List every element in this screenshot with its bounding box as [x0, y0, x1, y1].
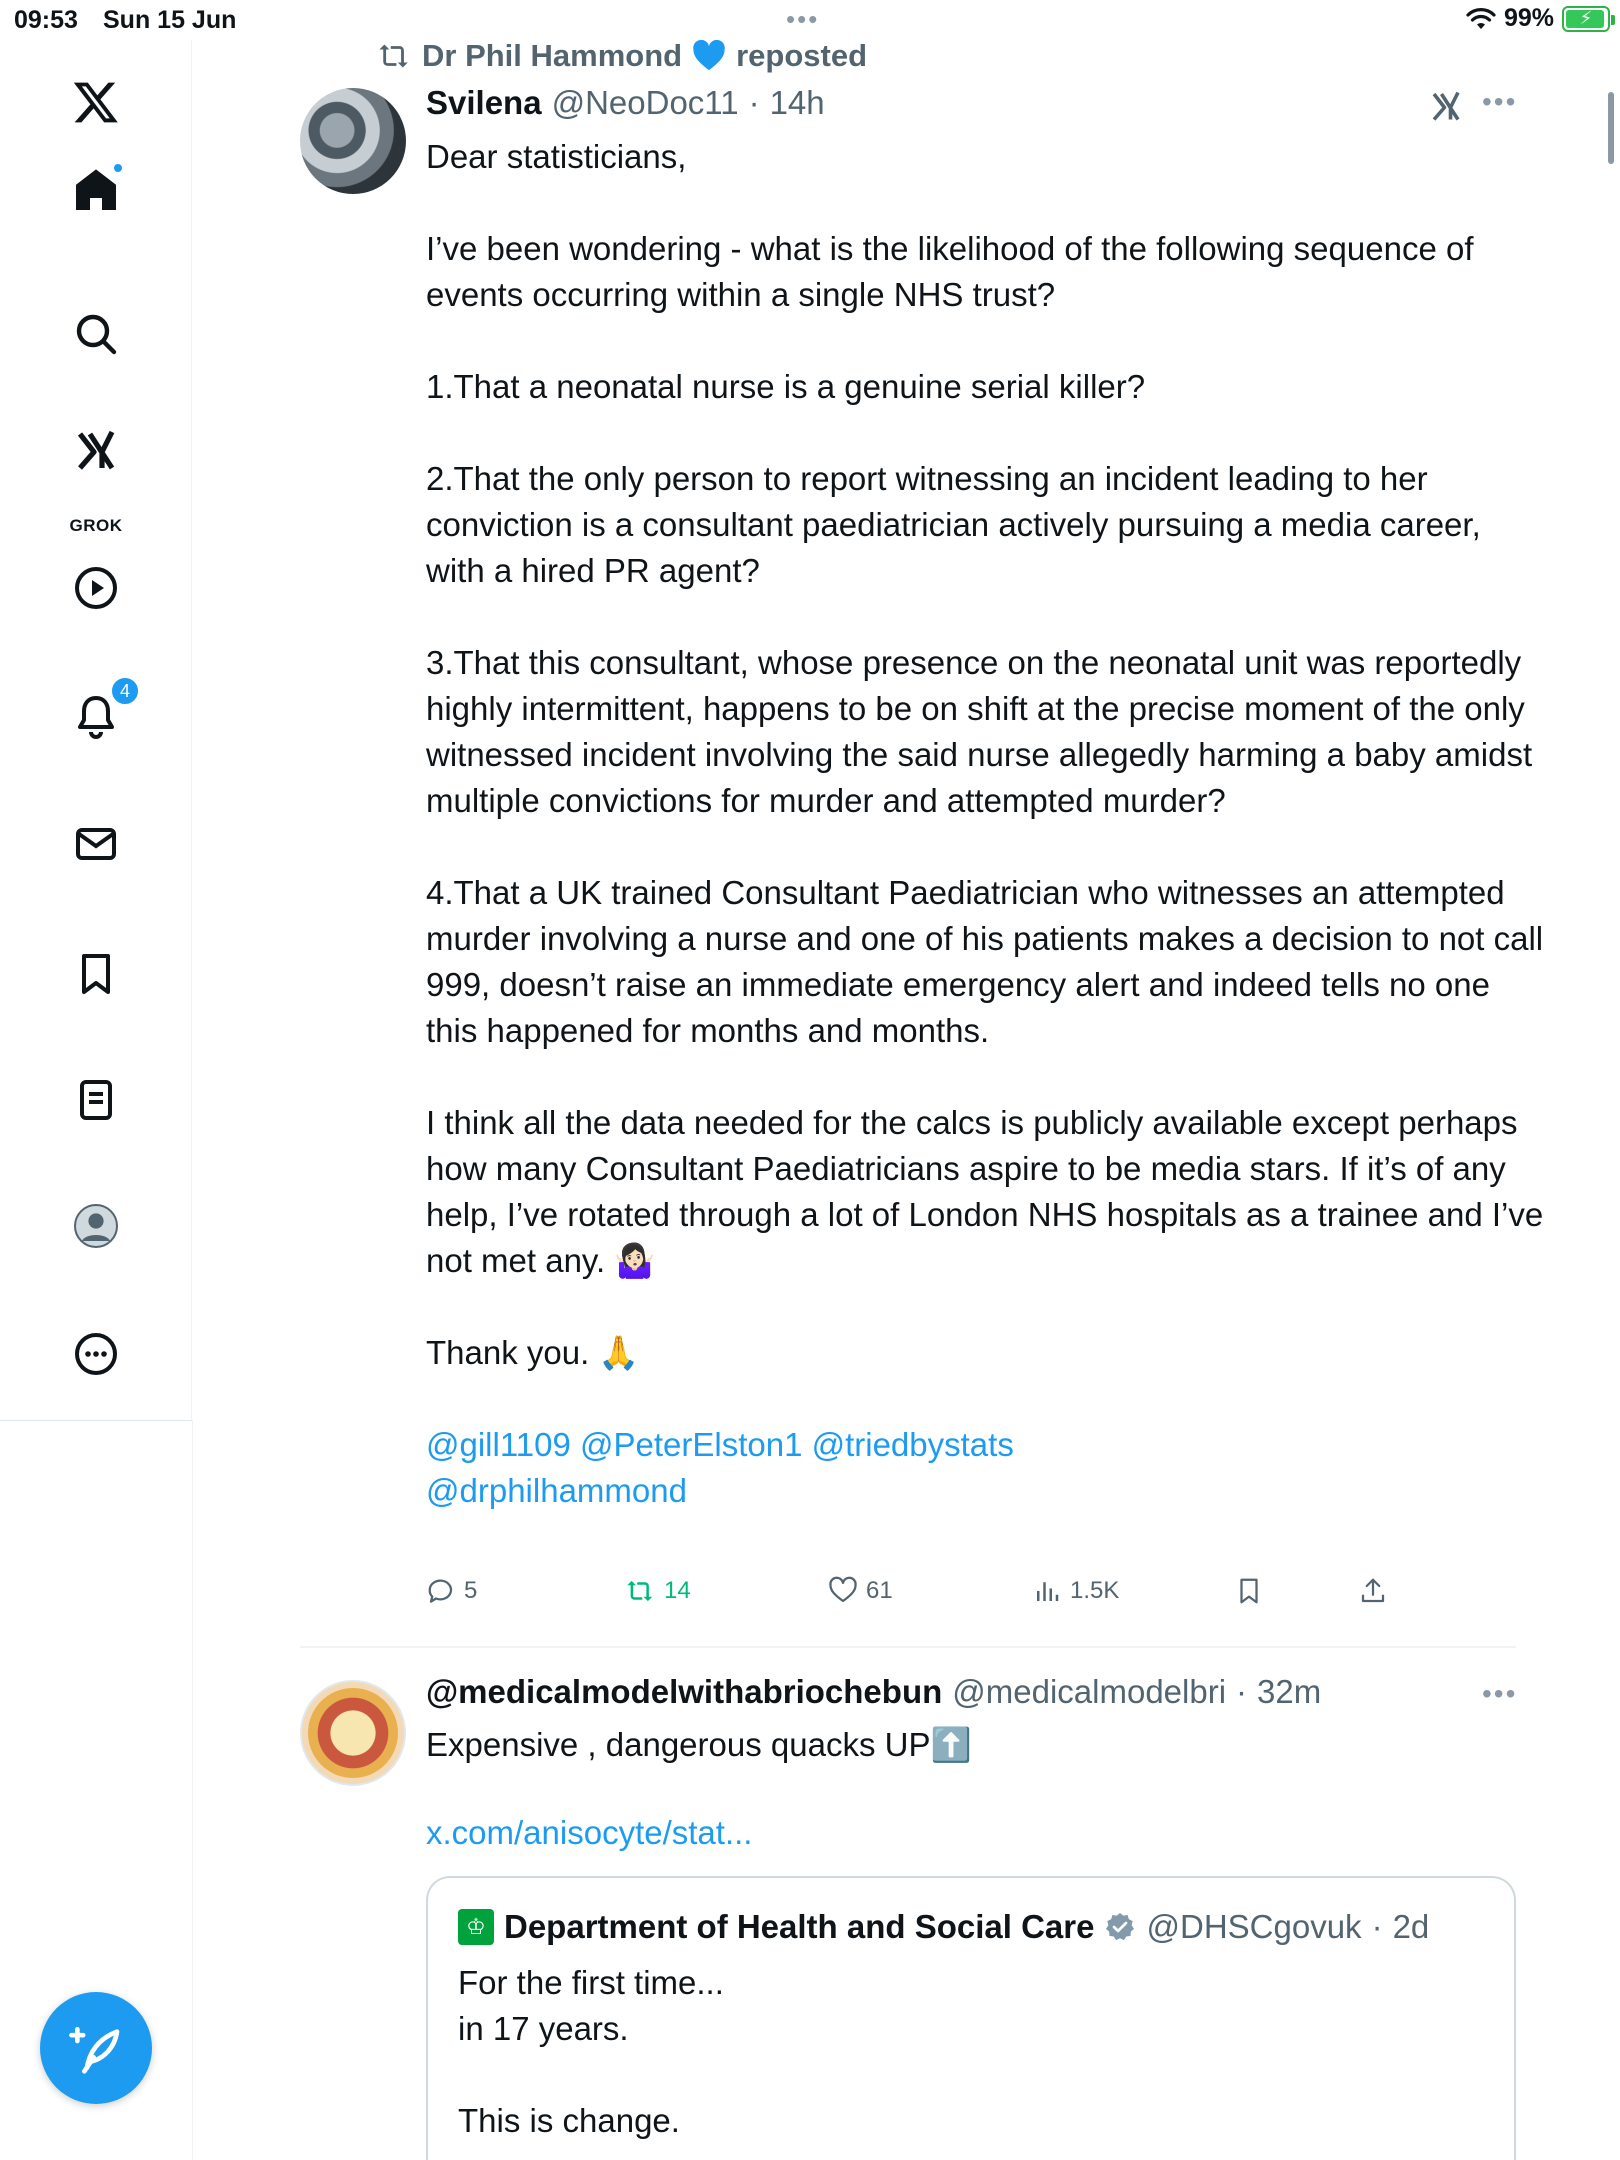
reply-button[interactable] [426, 1576, 477, 1606]
grok-label: GROK [69, 516, 123, 535]
post-paragraph: I’ve been wondering - what is the likelihood of the following sequence of events occurring within a single NHS trust? [426, 230, 1474, 313]
author-avatar[interactable] [300, 88, 406, 194]
battery-icon: ⚡ [1562, 6, 1610, 32]
home-icon[interactable] [66, 160, 126, 220]
like-count: 61 [866, 1577, 893, 1604]
separator-dot: · [1371, 1908, 1383, 1945]
quote-line: in 17 years. [458, 2010, 629, 2047]
search-icon[interactable] [66, 304, 126, 364]
separator-dot: · [1236, 1673, 1248, 1710]
crown-logo-icon: ♔ [458, 1909, 494, 1945]
reply-link[interactable]: x.com/anisocyte/stat... [426, 1814, 753, 1851]
blue-heart-icon [692, 39, 726, 73]
repost-button[interactable] [626, 1576, 691, 1606]
post-paragraph: 4.That a UK trained Consultant Paediatrician who witnesses an attempted murder involving a nurse and one of his patients makes a decision to not call 999, doesn’t raise an immediate emergency alert and indeed tells no one this happened for months and months. [426, 874, 1544, 1049]
post-paragraph: 3.That this consultant, whose presence on the neonatal unit was reportedly highly intermittent, happens to be on shift at the precise moment of the only witnessed incident involving the said nurse allegedly harming a baby amidst multiple convictions for murder and attempted murder? [426, 644, 1533, 819]
share-button[interactable] [1358, 1576, 1388, 1606]
scrollbar[interactable] [1608, 92, 1614, 164]
post-paragraph: 1.That a neonatal nurse is a genuine serial killer? [426, 368, 1146, 405]
reply-text: Expensive , dangerous quacks UP⬆️ [426, 1726, 972, 1763]
reply-count: 5 [464, 1577, 478, 1604]
author-handle[interactable]: @NeoDoc11 [551, 84, 739, 121]
sidebar-divider [0, 1420, 192, 1421]
quote-author-name[interactable]: Department of Health and Social Care [504, 1908, 1095, 1945]
notifications-bell-icon[interactable] [66, 680, 130, 746]
reply-author-name[interactable]: @medicalmodelwithabriochebun [426, 1673, 943, 1710]
repost-arrows-icon [626, 1576, 656, 1606]
reply-bubble-icon [426, 1576, 456, 1606]
sidebar [0, 40, 192, 1420]
repost-label: reposted [736, 38, 868, 73]
more-options-icon[interactable] [66, 1324, 126, 1384]
post-paragraph: Thank you. 🙏 [426, 1334, 640, 1371]
avatar-seal-image [308, 1688, 398, 1778]
video-play-icon[interactable] [66, 558, 126, 618]
battery-percent: 99% [1503, 4, 1554, 32]
post-text [426, 134, 1546, 1514]
post-more-icon[interactable]: ••• [1482, 86, 1518, 117]
status-right [1466, 4, 1610, 33]
repost-by-name: Dr Phil Hammond [422, 38, 683, 73]
post-paragraph: I think all the data needed for the calcs is publicly available except perhaps how many Consultant Paediatricians aspire to be media stars. If it’s of any help, I’ve rotated through a lot of London NHS hospitals as a trainee and I’ve not met any. 🤷🏻‍♀️ [426, 1104, 1544, 1279]
separator-dot: · [748, 84, 760, 121]
compose-feather-icon [68, 2020, 124, 2076]
status-bar [0, 0, 1620, 40]
compose-post-button[interactable] [40, 1992, 152, 2104]
verified-badge-icon [1104, 1911, 1136, 1943]
like-button[interactable] [828, 1576, 893, 1606]
post-mentions[interactable]: @gill1109 @PeterElston1 @triedbystats [426, 1426, 1014, 1463]
repost-icon [378, 39, 412, 73]
post-divider [300, 1646, 1516, 1648]
grok-icon[interactable] [66, 420, 126, 480]
bookmarks-icon[interactable] [66, 944, 126, 1004]
home-new-dot [112, 162, 124, 174]
messages-envelope-icon[interactable] [66, 814, 126, 874]
sidebar-border [192, 1420, 193, 2160]
author-name[interactable]: Svilena [426, 84, 542, 121]
status-date: Sun 15 Jun [103, 6, 237, 34]
views-count: 1.5K [1070, 1577, 1120, 1604]
post-mentions[interactable]: @drphilhammond [426, 1472, 687, 1509]
bookmark-icon [1234, 1576, 1264, 1606]
lists-icon[interactable] [66, 1070, 126, 1130]
quote-line: This is change. [458, 2102, 680, 2139]
quote-time[interactable]: 2d [1392, 1908, 1430, 1945]
repost-count: 14 [664, 1577, 691, 1604]
post-paragraph: 2.That the only person to report witnessing an incident leading to her conviction is a consultant paediatrician actively pursuing a media career, with a hired PR agent? [426, 460, 1481, 589]
share-icon [1358, 1576, 1388, 1606]
post-actions [426, 1576, 1426, 1616]
notifications-badge: 4 [110, 676, 140, 706]
quote-line: For the first time... [458, 1964, 724, 2001]
grok-explain-icon[interactable] [1428, 88, 1464, 124]
x-logo-icon[interactable] [66, 72, 126, 132]
post-header [426, 84, 825, 122]
reply-more-icon[interactable]: ••• [1482, 1678, 1518, 1709]
repost-context[interactable] [378, 38, 867, 74]
heart-icon [828, 1576, 858, 1606]
reply-header [426, 1673, 1321, 1711]
reply-author-handle[interactable]: @medicalmodelbri [952, 1673, 1227, 1710]
quoted-post[interactable] [426, 1876, 1516, 2160]
quote-text [458, 1960, 724, 2144]
profile-avatar-icon[interactable] [66, 1196, 126, 1256]
post-time[interactable]: 14h [769, 84, 825, 121]
multitask-dots-icon[interactable]: ••• [786, 4, 820, 34]
quote-header [458, 1908, 1429, 1946]
views-button[interactable] [1032, 1576, 1119, 1606]
views-bars-icon [1032, 1576, 1062, 1606]
post-paragraph: Dear statisticians, [426, 138, 687, 175]
wifi-icon [1466, 7, 1496, 31]
reply-author-avatar[interactable] [300, 1680, 406, 1786]
reply-time[interactable]: 32m [1257, 1673, 1322, 1710]
bookmark-button[interactable] [1234, 1576, 1264, 1606]
quote-author-handle[interactable]: @DHSCgovuk [1146, 1908, 1362, 1945]
status-time: 09:53 [14, 6, 78, 34]
